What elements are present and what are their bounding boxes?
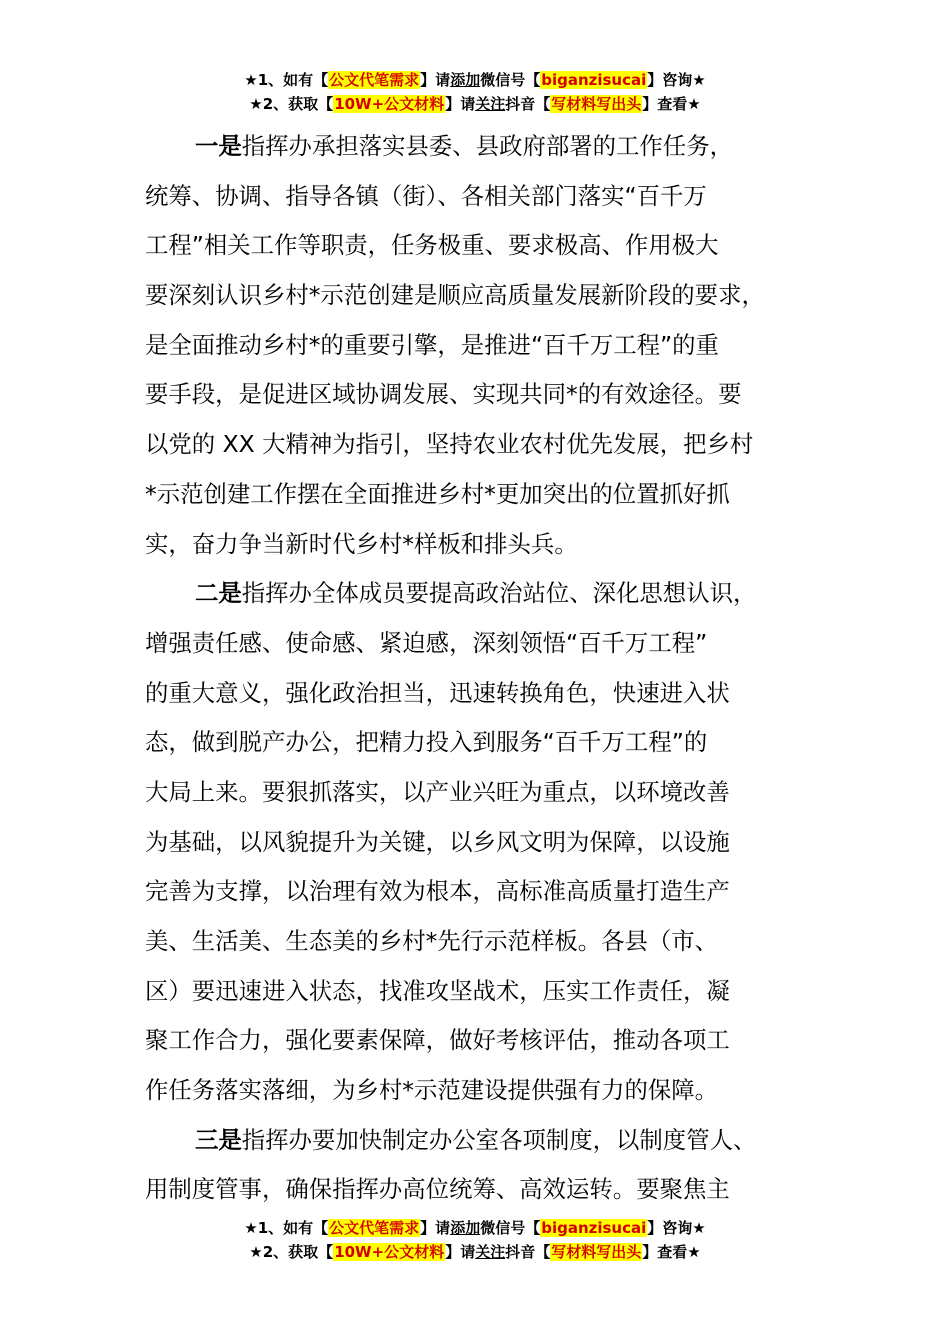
text-line: 用制度管事，确保指挥办高位统筹、高效运转。要聚焦主: [145, 1175, 730, 1204]
text-line: 的重大意义，强化政治担当，迅速转换角色，快速进入状: [145, 678, 730, 707]
text-line: 聚工作合力，强化要素保障，做好考核评估，推动各项工: [145, 1026, 730, 1055]
highlight-wechat-id: biganzisucai: [541, 71, 647, 89]
text-line: 要手段，是促进区域协调发展、实现共同*的有效途径。要: [145, 380, 742, 409]
text-line: 为基础，以风貌提升为关键，以乡风文明为保障，以设施: [145, 827, 730, 856]
highlight-writing-service: 公文代笔需求: [329, 71, 420, 89]
highlight-douyin-account: 写材料写出头: [551, 95, 642, 113]
star-icon: ★: [244, 1219, 258, 1237]
text-line: 作任务落实落细，为乡村*示范建设提供强有力的保障。: [145, 1076, 719, 1105]
text-line: 要深刻认识乡村*示范创建是顺应高质量发展新阶段的要求，: [145, 281, 765, 310]
paragraph-lead: 二是: [195, 579, 242, 608]
highlight-materials: 10W+公文材料: [334, 1243, 445, 1261]
promo-banner-bottom: [0, 1216, 950, 1264]
text-line: 三是指挥办要加快制定办公室各项制度，以制度管人、: [195, 1125, 757, 1154]
text-line: 以党的 XX 大精神为指引，坚持农业农村优先发展，把乡村: [145, 430, 754, 459]
text-line: 一是指挥办承担落实县委、县政府部署的工作任务，: [195, 132, 733, 160]
text-line: 完善为支撑，以治理有效为根本，高标准高质量打造生产: [145, 877, 730, 906]
text-line: 大局上来。要狠抓落实，以产业兴旺为重点，以环境改善: [145, 777, 730, 806]
text-line: 美、生活美、生态美的乡村*先行示范样板。各县（市、: [145, 927, 719, 955]
paragraph-1: [145, 122, 835, 569]
star-icon: ★: [244, 71, 258, 89]
text-line: 是全面推动乡村*的重要引擎，是推进“百千万工程”的重: [145, 330, 719, 359]
star-icon: ★: [249, 95, 263, 113]
text-line: *示范创建工作摆在全面推进乡村*更加突出的位置抓好抓: [145, 479, 730, 508]
star-icon: ★: [249, 1243, 263, 1261]
promo-line-1: ★1、如有【公文代笔需求】请添加微信号【biganzisucai】咨询★: [244, 1219, 706, 1237]
text-line: 态，做到脱产办公，把精力投入到服务“百千万工程”的: [145, 728, 708, 757]
highlight-materials: 10W+公文材料: [334, 95, 445, 113]
text-line: 区）要迅速进入状态，找准攻坚战术，压实工作责任，凝: [145, 976, 730, 1005]
promo-line-2: ★2、获取【10W+公文材料】请关注抖音【写材料写出头】查看★: [249, 1243, 701, 1261]
paragraph-lead: 三是: [195, 1125, 242, 1154]
promo-banner-top: [0, 68, 950, 116]
promo-line-1: ★1、如有【公文代笔需求】请添加微信号【biganzisucai】咨询★: [244, 71, 706, 89]
text-line: 统筹、协调、指导各镇（街）、各相关部门落实“百千万: [145, 181, 707, 210]
text-line: 二是指挥办全体成员要提高政治站位、深化思想认识，: [195, 579, 757, 608]
document-body: [145, 122, 835, 1215]
text-line: 工程”相关工作等职责，任务极重、要求极高、作用极大: [145, 231, 719, 260]
paragraph-2: [145, 569, 835, 1116]
promo-line-2: ★2、获取【10W+公文材料】请关注抖音【写材料写出头】查看★: [249, 95, 701, 113]
paragraph-lead: 一是: [195, 132, 242, 160]
text-line: 增强责任感、使命感、紧迫感，深刻领悟“百千万工程”: [145, 628, 708, 657]
text-line: 实，奋力争当新时代乡村*样板和排头兵。: [145, 529, 578, 558]
paragraph-3: [145, 1116, 835, 1215]
highlight-wechat-id: biganzisucai: [541, 1219, 647, 1237]
highlight-douyin-account: 写材料写出头: [551, 1243, 642, 1261]
highlight-writing-service: 公文代笔需求: [329, 1219, 420, 1237]
